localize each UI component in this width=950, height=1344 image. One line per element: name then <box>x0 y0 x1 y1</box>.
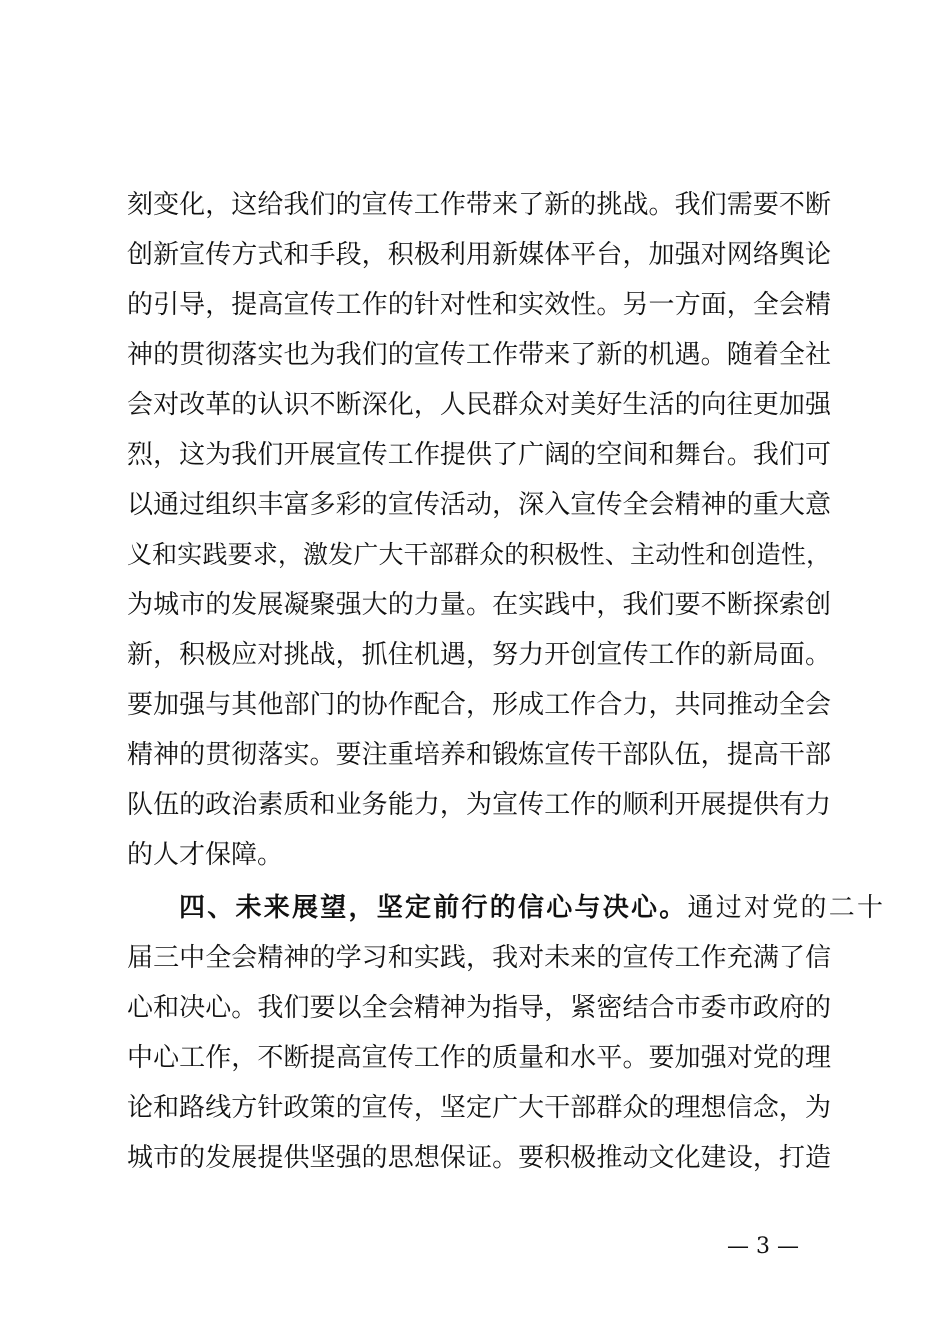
text-line: 的引导，提高宣传工作的针对性和实效性。另一方面，全会精 <box>127 290 831 320</box>
page-number: — 3 — <box>727 1234 799 1259</box>
text-line: 中心工作，不断提高宣传工作的质量和水平。要加强对党的理 <box>127 1043 831 1073</box>
text-line: 届三中全会精神的学习和实践，我对未来的宣传工作充满了信 <box>127 943 831 973</box>
text-line: 为城市的发展凝聚强大的力量。在实践中，我们要不断探索创 <box>127 590 831 620</box>
text-line: 城市的发展提供坚强的思想保证。要积极推动文化建设，打造 <box>127 1143 831 1173</box>
text-line <box>127 883 883 933</box>
text-line: 心和决心。我们要以全会精神为指导，紧密结合市委市政府的 <box>127 993 831 1023</box>
text-line: 队伍的政治素质和业务能力，为宣传工作的顺利开展提供有力 <box>127 790 831 820</box>
text-line: 会对改革的认识不断深化，人民群众对美好生活的向往更加强 <box>127 390 831 420</box>
text-line: 创新宣传方式和手段，积极利用新媒体平台，加强对网络舆论 <box>127 240 831 270</box>
section-heading: 四、未来展望，坚定前行的信心与决心。 <box>179 893 688 923</box>
text-line: 义和实践要求，激发广大干部群众的积极性、主动性和创造性， <box>127 540 831 569</box>
text-line: 刻变化，这给我们的宣传工作带来了新的挑战。我们需要不断 <box>127 190 831 220</box>
text-line: 以通过组织丰富多彩的宣传活动，深入宣传全会精神的重大意 <box>127 490 831 520</box>
text-line: 精神的贯彻落实。要注重培养和锻炼宣传干部队伍，提高干部 <box>127 740 831 770</box>
heading-line-rest: 通过对党的二十 <box>687 893 883 923</box>
text-line: 的人才保障。 <box>127 840 284 870</box>
text-line: 烈，这为我们开展宣传工作提供了广阔的空间和舞台。我们可 <box>127 440 831 470</box>
text-line: 论和路线方针政策的宣传，坚定广大干部群众的理想信念，为 <box>127 1093 831 1123</box>
text-line: 新，积极应对挑战，抓住机遇，努力开创宣传工作的新局面。 <box>127 640 831 670</box>
paragraph-2 <box>127 883 883 1183</box>
text-line: 要加强与其他部门的协作配合，形成工作合力，共同推动全会 <box>127 690 831 720</box>
body-text <box>127 180 883 1183</box>
text-line: 神的贯彻落实也为我们的宣传工作带来了新的机遇。随着全社 <box>127 340 831 370</box>
paragraph-1 <box>127 180 831 880</box>
